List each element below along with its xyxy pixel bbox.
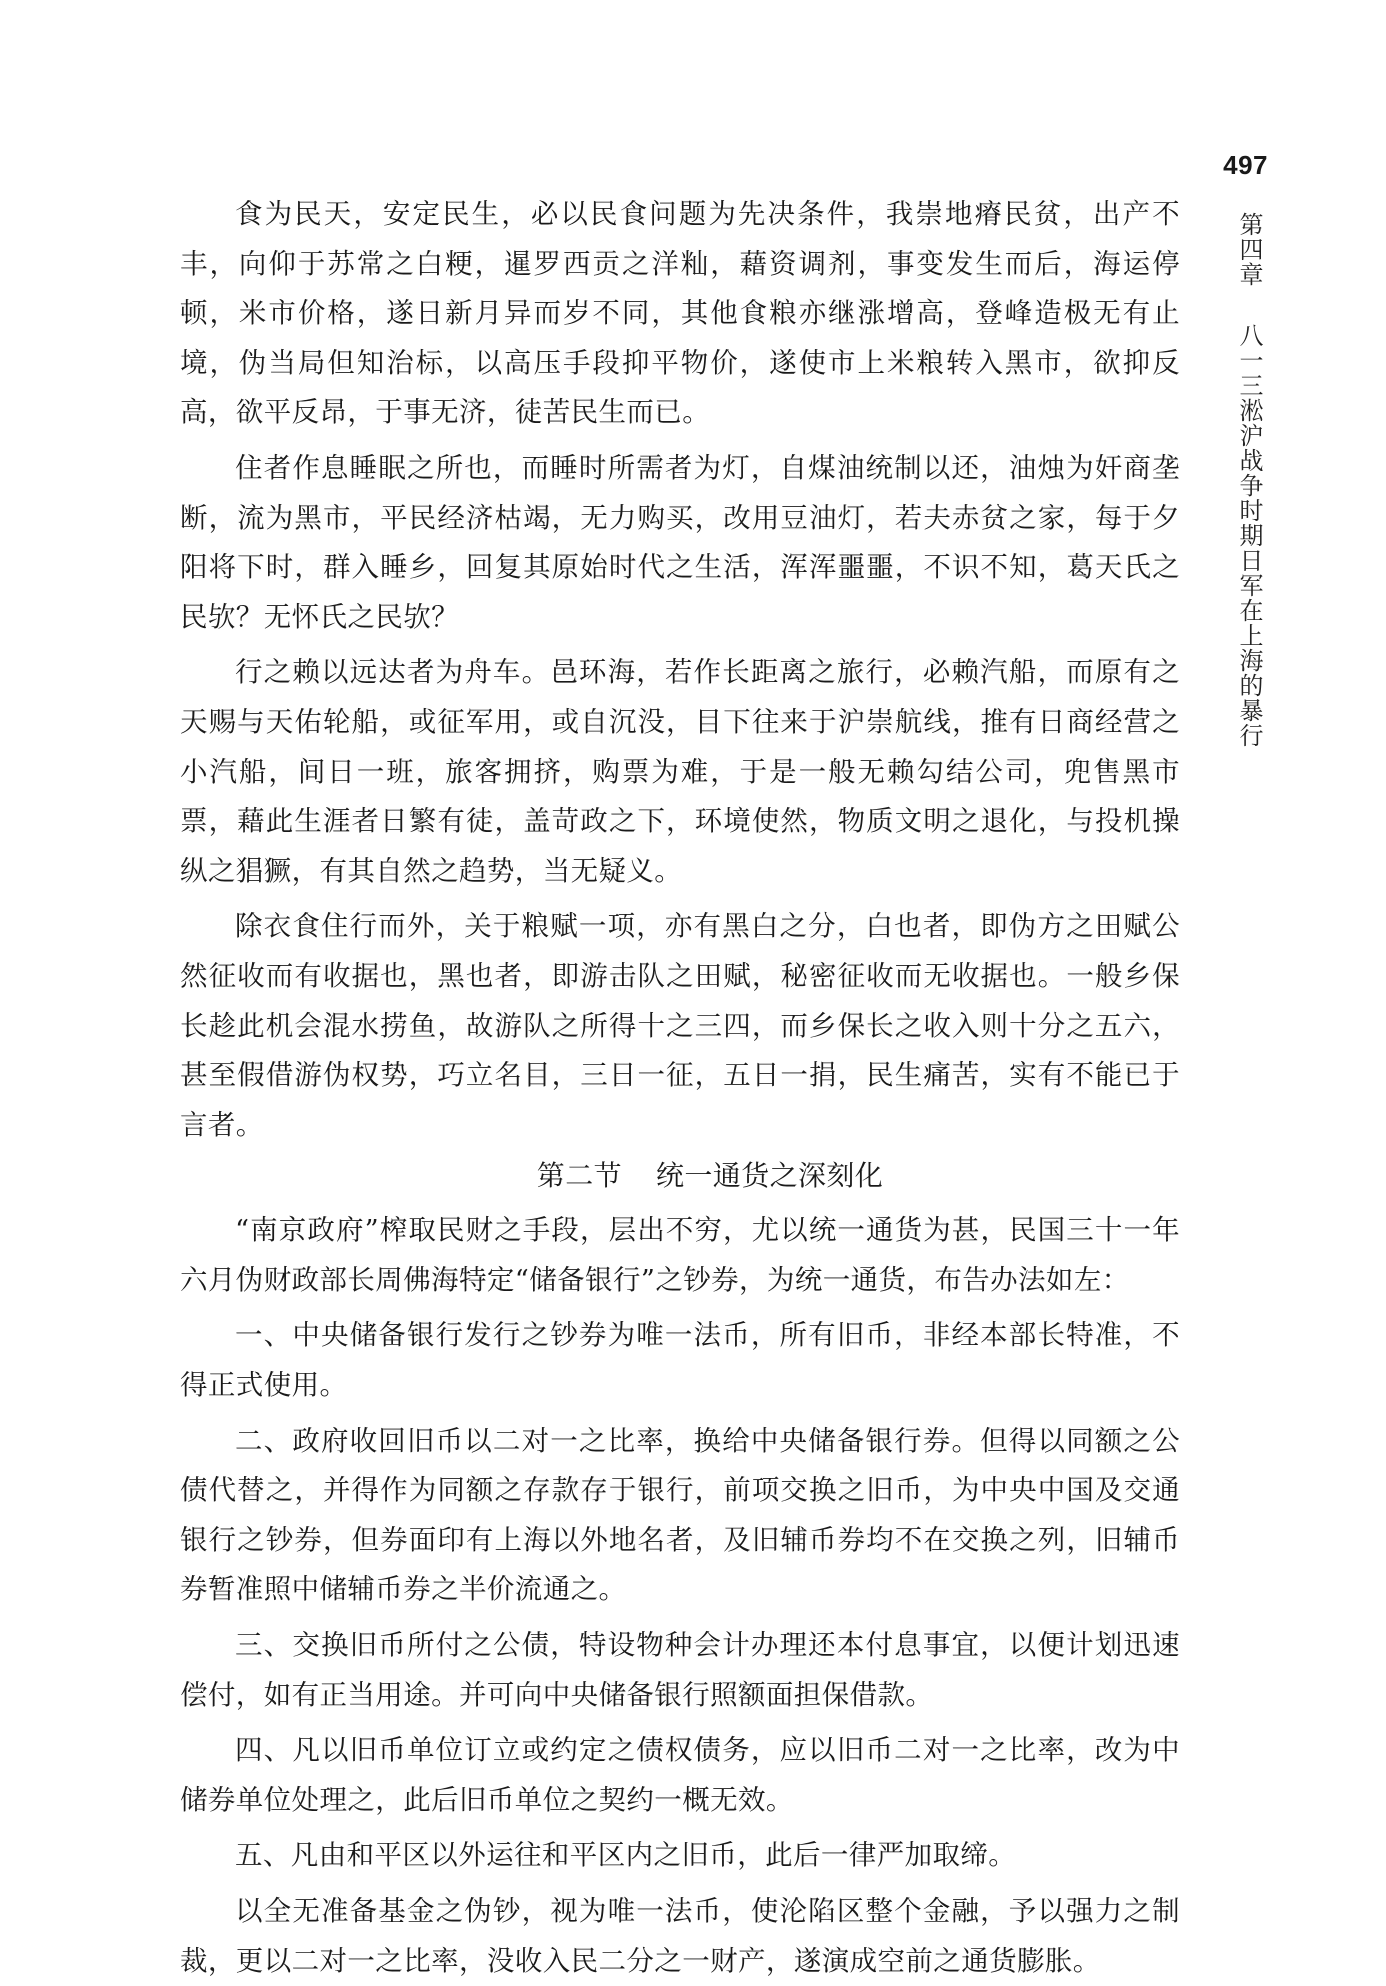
- body-text: [180, 190, 1180, 1986]
- running-head-chapter: 第四章: [1235, 212, 1263, 287]
- list-item: 三、交换旧币所付之公债，特设物种会计办理还本付息事宜，以便计划迅速偿付，如有正当用途。并可向中央储备银行照额面担保借款。: [180, 1629, 1180, 1711]
- list-item: 一、中央储备银行发行之钞券为唯一法币，所有旧币，非经本部长特准，不得正式使用。: [180, 1319, 1180, 1402]
- list-item: 五、凡由和平区以外运往和平区内之旧币，此后一律严加取缔。: [235, 1839, 1017, 1872]
- paragraph: 以全无准备基金之伪钞，视为唯一法币，使沦陷区整个金融，予以强力之制裁，更以二对一之比率，没收入民二分之一财产，遂演成空前之通货膨胀。: [180, 1895, 1180, 1977]
- paragraph: 除衣食住行而外，关于粮赋一项，亦有黑白之分，白也者，即伪方之田赋公然征收而有收据也，黑也者，即游击队之田赋，秘密征收而无收据也。一般乡保长趁此机会混水捞鱼，故游队之所得十之三四，而乡保长之收入则十分之五六，甚至假借游伪权势，巧立名目，三日一征，五日一捐，民生痛苦，实有不能已于言者。: [180, 910, 1180, 1141]
- section-title: 统一通货之深刻化: [656, 1159, 884, 1193]
- paragraph: 食为民天，安定民生，必以民食问题为先决条件，我崇地瘠民贫，出产不丰，向仰于苏常之白粳，暹罗西贡之洋籼，藉资调剂，事变发生而后，海运停顿，米市价格，遂日新月异而岁不同，其他食粮亦继涨增高，登峰造极无有止境，伪当局但知治标，以高压手段抑平物价，遂使市上米粮转入黑市，欲抑反高，欲平反昂，于事无济，徒苦民生而已。: [180, 198, 1180, 429]
- running-head-title: 八一三淞沪战争时期日军在上海的暴行: [1235, 323, 1263, 748]
- list-item: 二、政府收回旧币以二对一之比率，换给中央储备银行券。但得以同额之公债代替之，并得作为同额之存款存于银行，前项交换之旧币，为中央中国及交通银行之钞券，但券面印有上海以外地名者，及旧辅币券均不在交换之列，旧辅币券暂准照中储辅币券之半价流通之。: [180, 1424, 1180, 1606]
- paragraph: 行之赖以远达者为舟车。邑环海，若作长距离之旅行，必赖汽船，而原有之天赐与天佑轮船，或征军用，或自沉没，目下往来于沪崇航线，推有日商经营之小汽船，间日一班，旅客拥挤，购票为难，于是一般无赖勾结公司，兜售黑市票，藉此生涯者日繁有徒，盖苛政之下，环境使然，物质文明之退化，与投机操纵之猖獗，有其自然之趋势，当无疑义。: [180, 656, 1180, 887]
- section-heading: [180, 1154, 1180, 1198]
- page-number: 497: [1223, 150, 1268, 180]
- paragraph: 住者作息睡眠之所也，而睡时所需者为灯，自煤油统制以还，油烛为奸商垄断，流为黑市，平民经济枯竭，无力购买，改用豆油灯，若夫赤贫之家，每于夕阳将下时，群入睡乡，回复其原始时代之生活，浑浑噩噩，不识不知，葛天氏之民欤？无怀氏之民欤？: [180, 451, 1180, 633]
- running-head: [1234, 212, 1264, 748]
- list-item: 四、凡以旧币单位订立或约定之债权债务，应以旧币二对一之比率，改为中储券单位处理之，此后旧币单位之契约一概无效。: [180, 1734, 1180, 1816]
- paragraph: “南京政府”榨取民财之手段，层出不穷，尤以统一通货为甚，民国三十一年六月伪财政部长周佛海特定“储备银行”之钞券，为统一通货，布告办法如左：: [180, 1214, 1180, 1296]
- section-number: 第二节: [536, 1159, 622, 1193]
